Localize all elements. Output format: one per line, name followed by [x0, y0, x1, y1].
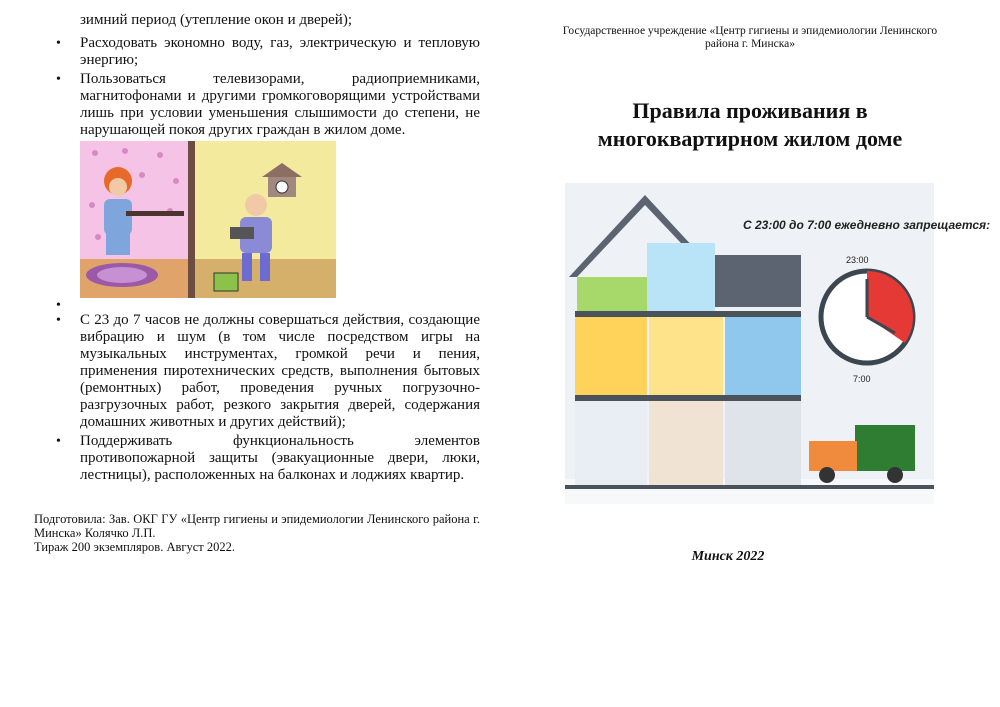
continued-text: зимний период (утепление окон и дверей);	[80, 12, 352, 28]
list-item	[34, 71, 480, 139]
rule-text: С 23 до 7 часов не должны совершаться действия, создающие вибрацию и шум (в том числе посредством игры на музыкальных инструментах, громкой речи и пения, применения пиротехнических средств, выполнения бытовых (ремонтных) работ, проведения ручных погрузочно-разгрузочных работ, резкого закрытия дверей, содержания домашних животных и других действий);	[80, 312, 480, 430]
right-column	[558, 25, 942, 153]
list-item	[34, 35, 480, 69]
list-item	[34, 433, 480, 484]
footer-credits	[34, 512, 480, 554]
clock-label-end: 7:00	[853, 374, 871, 384]
bullet-icon: •	[56, 298, 61, 313]
circulation: Тираж 200 экземпляров. Август 2022.	[34, 540, 236, 554]
page-title: Правила проживания в многоквартирном жилом доме	[597, 98, 903, 151]
bullet-icon: •	[56, 72, 61, 87]
neighbors-cartoon-illustration	[80, 141, 336, 298]
rules-list-bottom	[34, 312, 480, 484]
empty-bullet	[34, 298, 480, 312]
bullet-icon: •	[56, 434, 61, 449]
prepared-by: Подготовила: Зав. ОКГ ГУ «Центр гигиены и эпидемиологии Ленинского района г. Минска» Колячко Л.П.	[34, 512, 480, 540]
rule-text: Поддерживать функциональность элементов противопожарной защиты (эвакуационные двери, люки, лестницы), расположенных на балконах и лоджиях квартир.	[80, 433, 480, 483]
left-column	[34, 12, 480, 486]
list-item	[34, 312, 480, 431]
bullet-icon: •	[56, 313, 61, 328]
illustration-caption: С 23:00 до 7:00 ежедневно запрещается:	[743, 218, 991, 232]
city-year: Минск 2022	[691, 549, 765, 564]
rules-list-top	[34, 35, 480, 139]
quiet-hours-house-illustration	[565, 183, 991, 504]
rule-text: Расходовать экономно воду, газ, электрическую и тепловую энергию;	[80, 35, 480, 68]
bullet-icon: •	[56, 36, 61, 51]
clock-label-start: 23:00	[846, 255, 869, 265]
rule-text: Пользоваться телевизорами, радиоприемниками, магнитофонами и другими громкоговорящими устройствами лишь при условии уменьшения слышимости до степени, не нарушающей покоя других граждан в жилом доме.	[80, 71, 480, 138]
institution-name: Государственное учреждение «Центр гигиены и эпидемиологии Ленинского района г. Минска»	[562, 25, 938, 50]
